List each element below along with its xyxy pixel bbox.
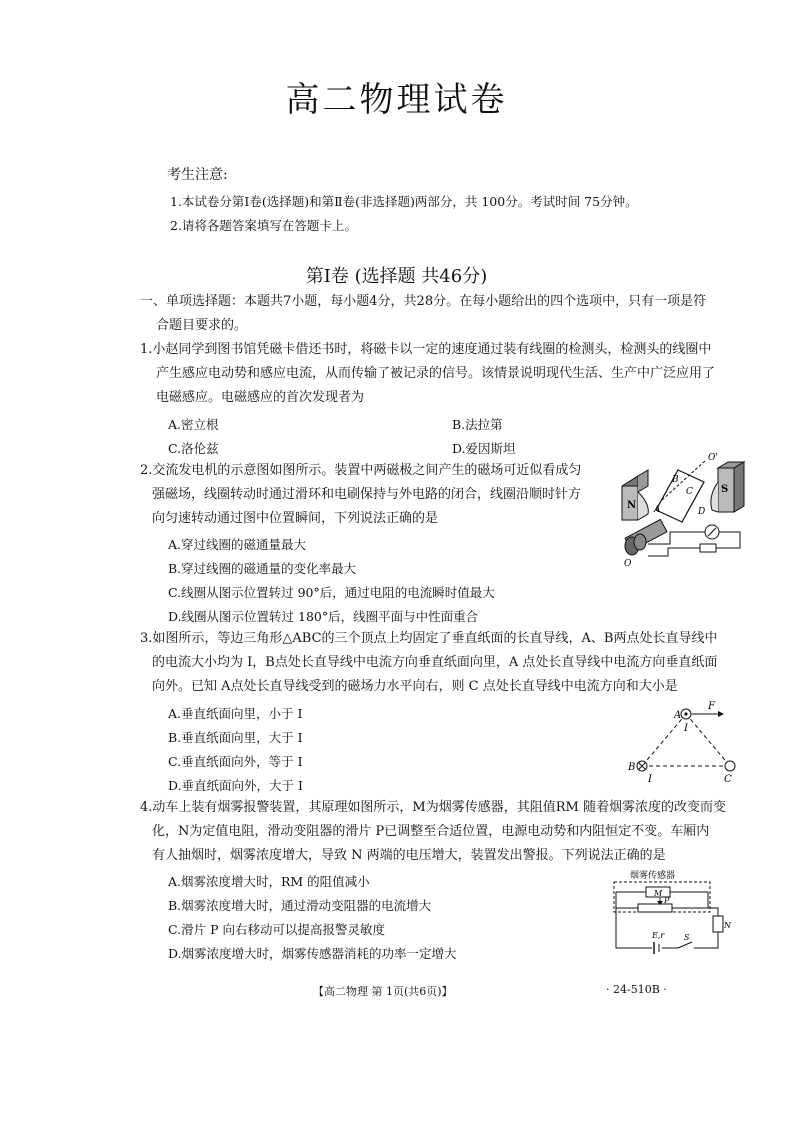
q4-option-b: B.烟雾浓度增大时，通过滑动变阻器的电流增大 (168, 898, 432, 913)
fig2-label-o: O (624, 559, 632, 569)
question-4-text: 有人抽烟时，烟雾浓度增大，导致 N 两端的电压增大，装置发出警报。下列说法正确的是 (152, 848, 666, 863)
q2-option-a: A.穿过线圈的磁通量最大 (168, 537, 307, 552)
q2-option-b: B.穿过线圈的磁通量的变化率最大 (168, 561, 357, 576)
fig2-label-o-prime: O' (708, 453, 718, 463)
fig3-label-i-a: I (684, 723, 688, 734)
fig2-label-n: N (627, 500, 637, 511)
question-1-text: 产生感应电动势和感应电流，从而传输了被记录的信号。该情景说明现代生活、生产中广泛应用了 (156, 366, 716, 381)
q3-option-a: A.垂直纸面向里，小于 I (168, 706, 303, 721)
generator-figure (608, 452, 748, 570)
q3-option-b: B.垂直纸面向里，大于 I (168, 730, 303, 745)
question-2-text: 强磁场，线圈转动时通过滑环和电刷保持与外电路的闭合，线圈沿顺时针方 (152, 487, 582, 502)
fig3-label-b: B (628, 762, 636, 773)
fig3-label-f: F (708, 701, 715, 712)
q2-option-d: D.线圈从图示位置转过 180°后，线圈平面与中性面重合 (168, 609, 479, 624)
q4-option-a: A.烟雾浓度增大时，RM 的阻值减小 (168, 874, 370, 889)
fig2-label-s: S (721, 484, 729, 495)
question-1-text: 电磁感应。电磁感应的首次发现者为 (156, 390, 365, 405)
q1-option-d: D.爱因斯坦 (452, 441, 516, 456)
fig3-label-a: A (674, 710, 682, 721)
notice-item: 2.请将各题答案填写在答题卡上。 (170, 218, 357, 233)
fig2-label-c: C (686, 487, 693, 497)
part-instruction: 一、单项选择题：本题共7小题，每小题4分，共28分。在每小题给出的四个选项中，只有一项是符 (140, 294, 707, 309)
fig4-label-m: M (654, 889, 663, 898)
exam-code: · 24-510B · (606, 983, 667, 996)
q3-option-d: D.垂直纸面向外，大于 I (168, 778, 303, 793)
q4-option-c: C.滑片 P 向右移动可以提高报警灵敏度 (168, 922, 385, 937)
q3-option-c: C.垂直纸面向外，等于 I (168, 754, 303, 769)
fig3-label-i-b: I (648, 774, 652, 784)
question-3-text: 3.如图所示，等边三角形△ABC的三个顶点上均固定了垂直纸面的长直导线，A、B两点处长直导线中 (140, 631, 718, 646)
page-title: 高二物理试卷 (285, 80, 508, 120)
question-4-text: 4.动车上装有烟雾报警装置，其原理如图所示，M为烟雾传感器，其阻值RM 随着烟雾浓度的改变而变 (140, 800, 726, 815)
fig4-label-n: N (724, 921, 731, 930)
question-3-text: 向外。已知 A点处长直导线受到的磁场力水平向右，则 C 点处长直导线中电流方向和大小是 (152, 679, 678, 694)
fig4-label-p: P (664, 896, 670, 905)
notice-item: 1.本试卷分第Ⅰ卷(选择题)和第Ⅱ卷(非选择题)两部分，共 100分。考试时间 75分钟。 (170, 194, 638, 209)
q1-option-a: A.密立根 (168, 417, 219, 432)
q4-option-d: D.烟雾浓度增大时，烟雾传感器消耗的功率一定增大 (168, 946, 457, 961)
q2-option-c: C.线圈从图示位置转过 90°后，通过电阻的电流瞬时值最大 (168, 585, 495, 600)
fig4-label-sensor: 烟雾传感器 (630, 871, 676, 881)
triangle-figure (618, 698, 750, 784)
section-title: 第Ⅰ卷 (选择题 共46分) (305, 266, 488, 287)
fig4-label-er: E,r (652, 931, 665, 940)
smoke-alarm-circuit (608, 868, 732, 954)
q1-option-c: C.洛伦兹 (168, 441, 219, 456)
q1-option-b: B.法拉第 (452, 417, 503, 432)
question-2-text: 向匀速转动通过图中位置瞬间，下列说法正确的是 (152, 511, 439, 526)
page-footer: 【高二物理 第 1页(共6页)】 (313, 985, 453, 998)
question-2-text: 2.交流发电机的示意图如图所示。装置中两磁极之间产生的磁场可近似看成匀 (140, 463, 582, 478)
question-3-text: 的电流大小均为 I，B点处长直导线中电流方向垂直纸面向里，A 点处长直导线中电流方向垂直纸面 (152, 655, 718, 670)
fig2-label-b: B (672, 475, 679, 485)
fig2-label-a: A (654, 505, 661, 515)
notice-heading: 考生注意: (167, 167, 228, 183)
fig2-label-d: D (698, 507, 706, 517)
question-4-text: 化，N为定值电阻，滑动变阻器的滑片 P已调整至合适位置，电源电动势和内阻恒定不变。车厢内 (152, 824, 710, 839)
fig4-label-s: S (684, 933, 690, 942)
fig3-label-c: C (724, 774, 732, 784)
question-1-text: 1.小赵同学到图书馆凭磁卡借还书时，将磁卡以一定的速度通过装有线圈的检测头，检测头的线圈中 (140, 342, 712, 357)
part-instruction: 合题目要求的。 (156, 318, 248, 333)
